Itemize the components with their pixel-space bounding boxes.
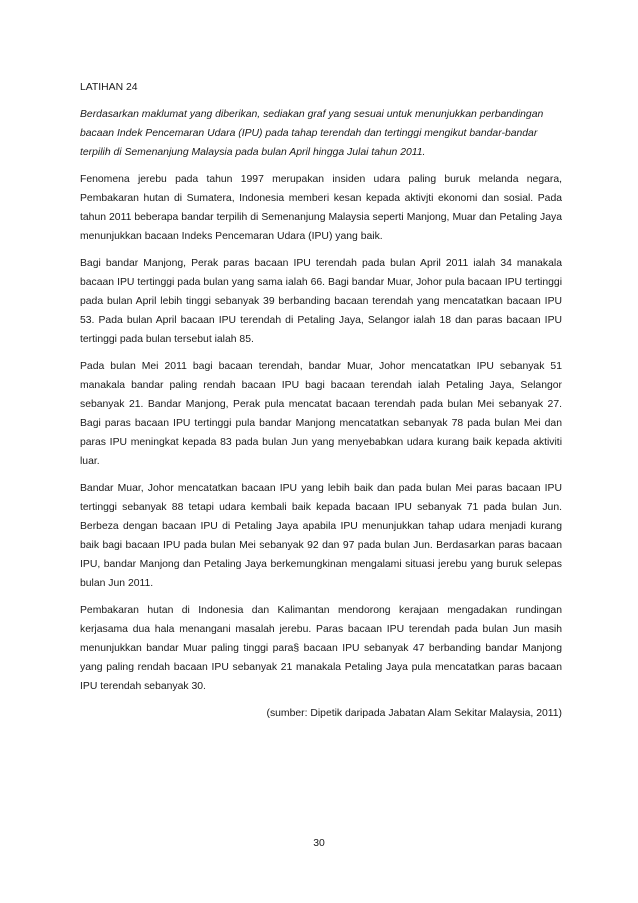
exercise-heading: LATIHAN 24 <box>80 82 138 93</box>
source-citation: (sumber: Dipetik daripada Jabatan Alam Sekitar Malaysia, 2011) <box>266 708 562 719</box>
paragraph-2: Bagi bandar Manjong, Perak paras bacaan IPU terendah pada bulan April 2011 ialah 34 manakala bacaan IPU tertinggi pada bulan yang sama ialah 66. Bagi bandar Muar, Johor pula bacaan IPU tertinggi pada bulan April lebih tinggi sebanyak 39 berbanding bacaan terendah yang mencatatkan bacaan IPU 53. Pada bulan April bacaan IPU terendah di Petaling Jaya, Selangor ialah 18 dan paras bacaan IPU tertinggi pada bulan tersebut ialah 85. <box>80 258 562 345</box>
paragraph-4: Bandar Muar, Johor mencatatkan bacaan IPU yang lebih baik dan pada bulan Mei paras bacaan IPU tertinggi sebanyak 88 tetapi udara kembali baik kepada bacaan IPU sebanyak 71 pada bulan Jun. Berbeza dengan bacaan IPU di Petaling Jaya apabila IPU menunjukkan tahap udara menjadi kurang baik bagi bacaan IPU pada bulan Mei sebanyak 92 dan 97 pada bulan Jun. Berdasarkan paras bacaan IPU, bandar Manjong dan Petaling Jaya berkemungkinan mengalami situasi jerebu yang buruk selepas bulan Jun 2011. <box>80 483 562 589</box>
exercise-instruction: Berdasarkan maklumat yang diberikan, sediakan graf yang sesuai untuk menunjukkan perbandingan bacaan Indek Pencemaran Udara (IPU) pada tahap terendah dan tertinggi mengikut bandar-bandar terpilih di Semenanjung Malaysia pada bulan April hingga Julai tahun 2011. <box>80 109 544 158</box>
paragraph-1: Fenomena jerebu pada tahun 1997 merupakan insiden udara paling buruk melanda negara, Pembakaran hutan di Sumatera, Indonesia memberi kesan kepada aktivjti ekonomi dan sosial. Pada tahun 2011 beberapa bandar terpilih di Semenanjung Malaysia seperti Manjong, Muar dan Petaling Jaya menunjukkan bacaan Indeks Pencemaran Udara (IPU) yang baik. <box>80 174 562 242</box>
page-content <box>80 78 562 723</box>
paragraph-5: Pembakaran hutan di Indonesia dan Kalimantan mendorong kerajaan mengadakan rundingan kerjasama dua hala menangani masalah jerebu. Paras bacaan IPU terendah pada bulan Jun masih menunjukkan bandar Muar paling tinggi para§ bacaan IPU sebanyak 47 berbanding bandar Manjong yang paling rendah bacaan IPU sebanyak 21 manakala Petaling Jaya pula mencatatkan paras bacaan IPU terendah sebanyak 30. <box>80 605 562 692</box>
paragraph-3: Pada bulan Mei 2011 bagi bacaan terendah, bandar Muar, Johor mencatatkan IPU sebanyak 51 manakala bandar paling rendah bacaan IPU bagi bacaan terendah ialah Petaling Jaya, Selangor sebanyak 21. Bandar Manjong, Perak pula mencatat bacaan terendah pada bulan Mei sebanyak 27. Bagi paras bacaan IPU tertinggi pula bandar Manjong mencatatkan sebanyak 78 pada bulan Mei dan paras IPU meningkat kepada 83 pada bulan Jun yang menyebabkan udara kurang baik kepada aktiviti luar. <box>80 361 562 467</box>
page-number: 30 <box>313 838 325 849</box>
